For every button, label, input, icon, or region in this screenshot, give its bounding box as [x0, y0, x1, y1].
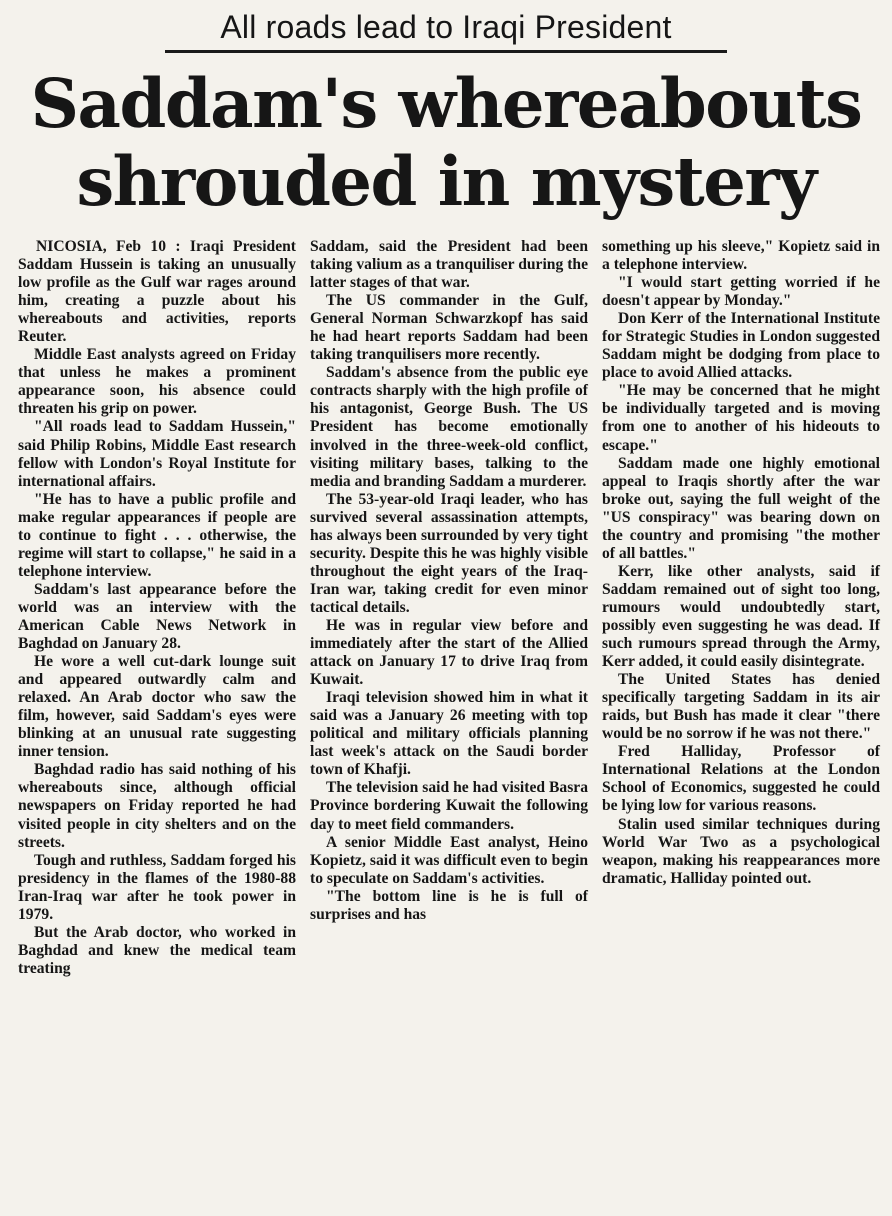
article-body [18, 238, 880, 978]
paragraph: Baghdad radio has said nothing of his whereabouts since, although official newspapers on Friday reported he had visited people in city shelters and on the streets. [18, 761, 296, 851]
paragraph: Middle East analysts agreed on Friday that unless he makes a prominent appearance soon, his absence could threaten his grip on power. [18, 346, 296, 418]
column-2 [310, 238, 588, 978]
paragraph: Kerr, like other analysts, said if Saddam remained out of sight too long, rumours would undoubtedly start, possibly even suggesting he was dead. If such rumours spread through the Army, Kerr added, it could easily disintegrate. [602, 562, 880, 671]
paragraph: Don Kerr of the International Institute for Strategic Studies in London suggested Saddam might be dodging from place to place to avoid Allied attacks. [602, 310, 880, 382]
paragraph: Iraqi television showed him in what it said was a January 26 meeting with top political and military officials planning last week's attack on the Saudi border town of Khafji. [310, 689, 588, 779]
paragraph: The US commander in the Gulf, General Norman Schwarzkopf has said he had heart reports Saddam had been taking tranquilisers more recently. [310, 292, 588, 364]
paragraph: "The bottom line is he is full of surprises and has [310, 887, 588, 923]
paragraph: Saddam's last appearance before the world was an interview with the American Cable News Network in Baghdad on January 28. [18, 580, 296, 653]
paragraph: But the Arab doctor, who worked in Baghdad and knew the medical team treating [18, 923, 296, 977]
paragraph: "All roads lead to Saddam Hussein," said Philip Robins, Middle East research fellow with London's Royal Institute for international affairs. [18, 418, 296, 490]
main-headline [14, 65, 878, 221]
paragraph: Stalin used similar techniques during World War Two as a psychological weapon, making his reappearances more dramatic, Halliday pointed out. [602, 815, 880, 887]
kicker-headline: All roads lead to Iraqi President [220, 9, 672, 45]
headline-line-2: shrouded in mystery [76, 142, 816, 221]
paragraph: He was in regular view before and immediately after the start of the Allied attack on January 17 to drive Iraq from Kuwait. [310, 616, 588, 689]
paragraph: Saddam's absence from the public eye contracts sharply with the high profile of his antagonist, George Bush. The US President has become emotionally involved in the three-week-old conflict, visiting military bases, talking to the media and branding Saddam a murderer. [310, 364, 588, 490]
paragraph: "He may be concerned that he might be individually targeted and is moving from one to another of his hideouts to escape." [602, 382, 880, 454]
paragraph: NICOSIA, Feb 10 : Iraqi President Saddam Hussein is taking an unusually low profile as the Gulf war rages around him, creating a puzzle about his whereabouts and activities, reports Reuter. [18, 238, 296, 346]
paragraph: something up his sleeve," Kopietz said in a telephone interview. [602, 238, 880, 274]
headline-line-1: Saddam's whereabouts [30, 64, 862, 143]
paragraph: Saddam, said the President had been taking valium as a tranquiliser during the latter stages of that war. [310, 238, 588, 292]
column-1 [18, 238, 296, 978]
paragraph: A senior Middle East analyst, Heino Kopietz, said it was difficult even to begin to speculate on Saddam's activities. [310, 833, 588, 887]
paragraph: He wore a well cut-dark lounge suit and appeared outwardly calm and relaxed. An Arab doctor who saw the film, however, said Saddam's eyes were blinking at an unusual rate suggesting inner tension. [18, 653, 296, 761]
paragraph: The 53-year-old Iraqi leader, who has survived several assassination attempts, has always been surrounded by very tight security. Despite this he was highly visible throughout the eight years of the Iraq-Iran war, taking credit for even minor tactical details. [310, 490, 588, 616]
paragraph: The United States has denied specifically targeting Saddam in its air raids, but Bush has made it clear "there would be no sorrow if he was not there." [602, 671, 880, 743]
paragraph: The television said he had visited Basra Province bordering Kuwait the following day to meet field commanders. [310, 779, 588, 833]
paragraph: Saddam made one highly emotional appeal to Iraqis shortly after the war broke out, saying the full weight of the "US conspiracy" was bearing down on the country and promising "the mother of all battles." [602, 454, 880, 562]
paragraph: "I would start getting worried if he doesn't appear by Monday." [602, 274, 880, 310]
paragraph: "He has to have a public profile and make regular appearances if people are to continue to fight . . . otherwise, the regime will start to collapse," he said in a telephone interview. [18, 490, 296, 580]
kicker-underline [165, 50, 727, 53]
paragraph: Fred Halliday, Professor of International Relations at the London School of Economics, suggested he could be lying low for various reasons. [602, 743, 880, 815]
paragraph: Tough and ruthless, Saddam forged his presidency in the flames of the 1980-88 Iran-Iraq war after he took power in 1979. [18, 851, 296, 923]
column-3 [602, 238, 880, 978]
